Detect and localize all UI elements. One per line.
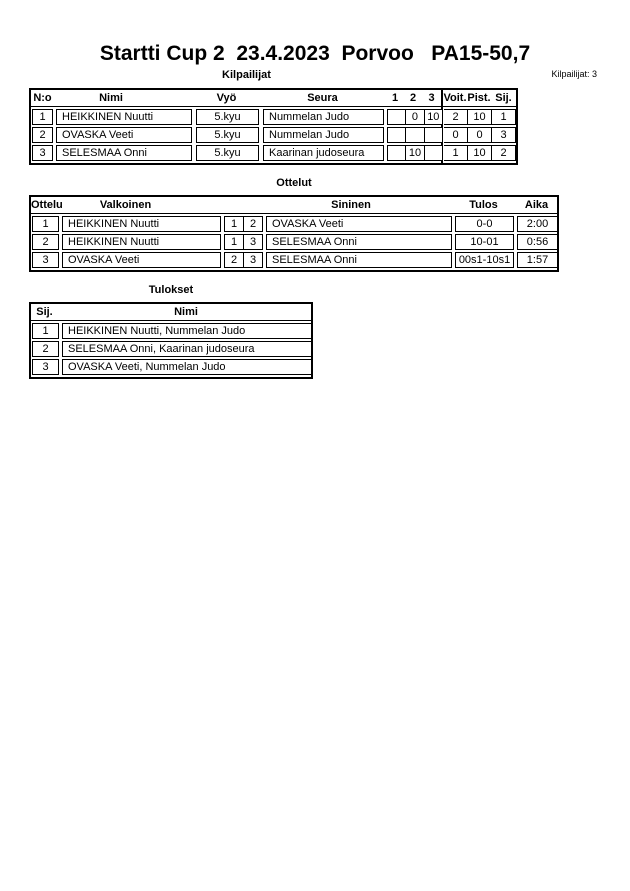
column-header-white: Valkoinen (99, 199, 152, 211)
score-vs-3 (424, 146, 442, 160)
competitor-name: HEIKKINEN Nuutti (56, 109, 192, 125)
match-result: 10-01 (455, 234, 514, 250)
match-scores-group (387, 145, 442, 161)
match-result: 0-0 (455, 216, 514, 232)
match-row (32, 252, 556, 268)
competitor-club: Nummelan Judo (263, 127, 384, 143)
competitor-numbers-group (224, 252, 263, 268)
result-row (32, 323, 310, 339)
totals-group (444, 127, 516, 143)
white-competitor-name: HEIKKINEN Nuutti (62, 216, 221, 232)
match-result: 00s1-10s1 (455, 252, 514, 268)
blue-competitor-name: OVASKA Veeti (266, 216, 452, 232)
competitor-number: 3 (32, 145, 53, 161)
score-vs-1 (388, 128, 405, 142)
score-vs-3 (424, 128, 442, 142)
points-value: 0 (467, 128, 491, 142)
column-header-time: Aika (524, 199, 549, 211)
column-header-place: Sij. (495, 92, 512, 104)
column-header-name: Nimi (174, 306, 198, 318)
place-value: 2 (491, 146, 515, 160)
column-header-no: N:o (33, 92, 52, 104)
white-competitor-name: HEIKKINEN Nuutti (62, 234, 221, 250)
result-name: OVASKA Veeti, Nummelan Judo (62, 359, 312, 375)
match-row (32, 216, 556, 232)
column-header-wins: Voit. (443, 92, 467, 104)
competitor-club: Kaarinan judoseura (263, 145, 384, 161)
blue-competitor-name: SELESMAA Onni (266, 252, 452, 268)
competitor-numbers-group (224, 216, 263, 232)
page-title: Startti Cup 2 23.4.2023 Porvoo PA15-50,7 (99, 42, 531, 65)
competitor-name: SELESMAA Onni (56, 145, 192, 161)
column-header-match: Ottelu (31, 199, 63, 211)
white-competitor-number: 2 (230, 254, 238, 266)
blue-competitor-number: 3 (243, 253, 262, 267)
totals-group (444, 145, 516, 161)
header-separator (31, 320, 311, 321)
competitor-belt: 5.kyu (196, 127, 259, 143)
competitors-table (29, 88, 518, 165)
result-name: SELESMAA Onni, Kaarinan judoseura (62, 341, 312, 357)
competitors-section-title: Kilpailijat (222, 69, 271, 81)
score-vs-3: 10 (424, 110, 442, 124)
competitor-row (32, 145, 515, 161)
match-row (32, 234, 556, 250)
match-time: 0:56 (517, 234, 558, 250)
competitor-row (32, 109, 515, 125)
match-time: 2:00 (517, 216, 558, 232)
score-vs-2: 10 (405, 146, 423, 160)
competitor-number: 1 (32, 109, 53, 125)
match-time: 1:57 (517, 252, 558, 268)
competitor-number: 2 (32, 127, 53, 143)
competitors-count-label: Kilpailijat: 3 (551, 69, 597, 79)
column-header-result: Tulos (469, 199, 498, 211)
results-section-title: Tulokset (148, 284, 194, 296)
points-value: 10 (467, 146, 491, 160)
competitor-name: OVASKA Veeti (56, 127, 192, 143)
white-competitor-number: 1 (230, 236, 238, 248)
competitor-club: Nummelan Judo (263, 109, 384, 125)
column-header-match2: 2 (409, 92, 417, 104)
wins-value: 0 (452, 129, 459, 141)
white-competitor-number: 1 (230, 218, 238, 230)
place-value: 1 (491, 110, 515, 124)
totals-group (444, 109, 516, 125)
blue-competitor-name: SELESMAA Onni (266, 234, 452, 250)
match-scores-group (387, 127, 442, 143)
match-number: 3 (32, 252, 59, 268)
match-number: 1 (32, 216, 59, 232)
result-place: 3 (32, 359, 59, 375)
column-header-points: Pist. (467, 92, 491, 104)
white-competitor-name: OVASKA Veeti (62, 252, 221, 268)
score-vs-1 (388, 110, 405, 124)
column-header-club: Seura (307, 92, 338, 104)
points-value: 10 (467, 110, 491, 124)
results-table-header (31, 304, 311, 320)
place-value: 3 (491, 128, 515, 142)
header-separator (31, 213, 557, 214)
column-header-name: Nimi (99, 92, 123, 104)
column-header-match1: 1 (391, 92, 399, 104)
result-row (32, 341, 310, 357)
matches-table (29, 195, 559, 272)
matches-section-title: Ottelut (276, 177, 312, 189)
matches-table-header (31, 197, 557, 213)
wins-value: 2 (452, 111, 459, 123)
match-number: 2 (32, 234, 59, 250)
result-name: HEIKKINEN Nuutti, Nummelan Judo (62, 323, 312, 339)
header-separator (31, 106, 516, 107)
score-vs-2: 0 (405, 110, 423, 124)
column-header-place: Sij. (36, 306, 53, 318)
competitor-belt: 5.kyu (196, 109, 259, 125)
result-row (32, 359, 310, 375)
match-scores-group (387, 109, 442, 125)
blue-competitor-number: 3 (243, 235, 262, 249)
competitor-numbers-group (224, 234, 263, 250)
column-header-blue: Sininen (331, 199, 371, 211)
blue-competitor-number: 2 (243, 217, 262, 231)
wins-value: 1 (452, 147, 459, 159)
competitor-belt: 5.kyu (196, 145, 259, 161)
column-header-belt: Vyö (216, 92, 237, 104)
result-place: 2 (32, 341, 59, 357)
column-header-match3: 3 (428, 92, 435, 104)
result-place: 1 (32, 323, 59, 339)
score-vs-1 (388, 146, 405, 160)
score-vs-2 (405, 128, 423, 142)
results-table (29, 302, 313, 379)
competitor-row (32, 127, 515, 143)
competitors-table-header (31, 90, 516, 106)
